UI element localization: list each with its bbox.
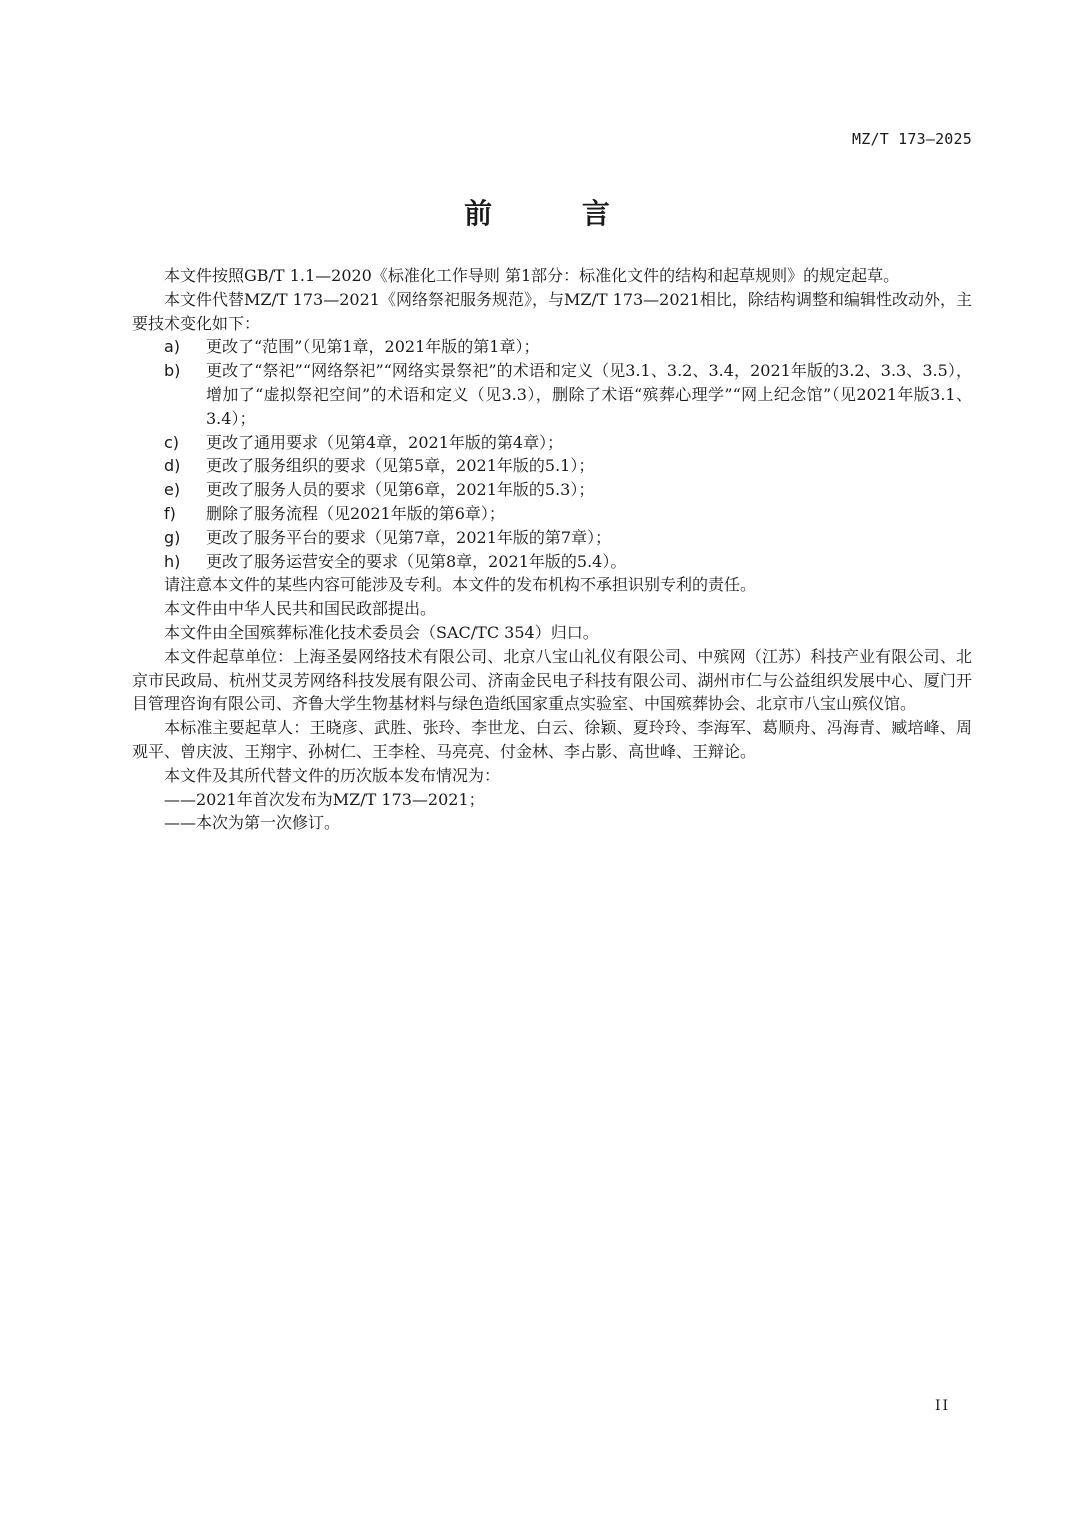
drafters: 本标准主要起草人：王晓彦、武胜、张玲、李世龙、白云、徐颖、夏玲玲、李海军、葛顺舟、冯海青、臧培峰、周观平、曾庆波、王翔宇、孙树仁、王李栓、马亮亮、付金林、李占影、高世峰、王辩论。 [132, 718, 972, 761]
list-item [132, 478, 972, 502]
proposer-statement: 本文件由中华人民共和国民政部提出。 [164, 599, 437, 619]
foreword-body [132, 264, 972, 835]
list-marker: c) [164, 432, 180, 452]
list-item-text: 更改了服务人员的要求（见第6章，2021年版的5.3）； [206, 480, 595, 500]
list-marker: a) [164, 337, 181, 357]
list-item-text: 更改了服务组织的要求（见第5章，2021年版的5.1）； [206, 456, 595, 476]
list-item [132, 359, 972, 430]
version-history-heading: 本文件及其所代替文件的历次版本发布情况为： [164, 765, 501, 785]
list-item-text: 更改了“范围”（见第1章，2021年版的第1章）； [206, 337, 540, 357]
list-marker: d) [164, 456, 181, 476]
list-item [132, 431, 972, 455]
list-item [132, 502, 972, 526]
list-marker: f) [164, 503, 176, 523]
intro-paragraph: 本文件代替MZ/T 173—2021《网络祭祀服务规范》，与MZ/T 173—2021相比，除结构调整和编辑性改动外，主要技术变化如下： [132, 289, 972, 333]
list-item [132, 526, 972, 550]
list-item [132, 550, 972, 574]
list-marker: h) [164, 551, 181, 571]
list-item-text: 更改了“祭祀”“网络祭祀”“网络实景祭祀”的术语和定义（见3.1、3.2、3.4，2021年版的3.2、3.3、3.5），增加了“虚拟祭祀空间”的术语和定义（见3.3），删除了术语“殡葬心理学”“网上纪念馆”（见2021年版3.1、3.4）； [206, 361, 972, 428]
version-history-item: ——本次为第一次修订。 [164, 813, 341, 833]
list-marker: b) [164, 361, 181, 381]
list-item-text: 更改了服务平台的要求（见第7章，2021年版的第7章）； [206, 527, 612, 547]
list-item-text: 更改了通用要求（见第4章，2021年版的第4章）； [206, 432, 564, 452]
committee-statement: 本文件由全国殡葬标准化技术委员会（SAC/TC 354）归口。 [164, 622, 599, 642]
list-item-text: 更改了服务运营安全的要求（见第8章，2021年版的5.4）。 [206, 551, 627, 571]
list-marker: e) [164, 480, 181, 500]
list-item-text: 删除了服务流程（见2021年版的第6章）； [206, 503, 505, 523]
standard-code: MZ/T 173—2025 [852, 130, 972, 148]
intro-paragraph: 本文件按照GB/T 1.1—2020《标准化工作导则 第1部分：标准化文件的结构和起草规则》的规定起草。 [164, 266, 900, 285]
page-title: 前 言 [464, 197, 650, 230]
patent-notice: 请注意本文件的某些内容可能涉及专利。本文件的发布机构不承担识别专利的责任。 [164, 575, 757, 595]
version-history-item: ——2021年首次发布为MZ/T 173—2021； [164, 789, 485, 809]
list-item [132, 335, 972, 359]
list-marker: g) [164, 527, 181, 547]
page-number: II [934, 1398, 950, 1414]
drafting-units: 本文件起草单位：上海圣晏网络技术有限公司、北京八宝山礼仪有限公司、中殡网（江苏）科技产业有限公司、北京市民政局、杭州艾灵芳网络科技发展有限公司、济南金民电子科技有限公司、湖州市仁与公益组织发展中心、厦门开目管理咨询有限公司、齐鲁大学生物基材料与绿色造纸国家重点实验室、中国殡葬协会、北京市八宝山殡仪馆。 [132, 646, 972, 714]
changes-list [132, 335, 972, 573]
list-item [132, 454, 972, 478]
